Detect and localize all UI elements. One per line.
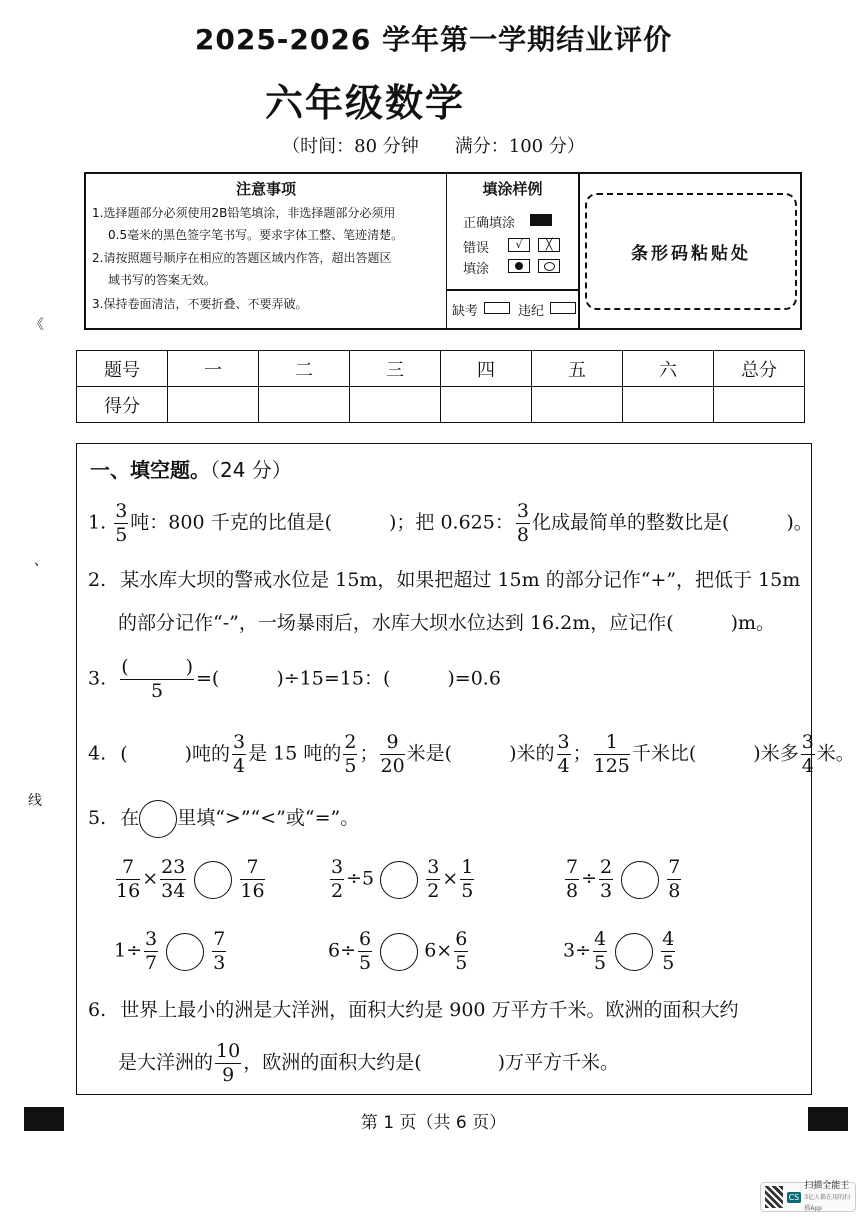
fraction: $\frac{( )}{5}$ (121, 656, 194, 702)
compare-circle[interactable] (380, 861, 418, 899)
section-points: （24 分） (210, 458, 292, 482)
violation-label: 违纪 (518, 304, 545, 319)
notice-item: 3.保持卷面清洁，不要折叠、不要弄破。 (92, 297, 308, 311)
score-cell[interactable] (714, 387, 805, 423)
wrong-fill-label-2: 填涂 (463, 262, 490, 277)
table-cell: 三 (350, 351, 441, 387)
compare-circle[interactable] (621, 861, 659, 899)
notice-item: 1.选择题部分必须使用2B铅笔填涂，非选择题部分必须用 (92, 206, 396, 220)
page-number: 第 1 页（共 6 页） (360, 1113, 507, 1133)
compare-item: $\frac{3}{2}$ ÷5 $\frac{3}{2}$ × $\frac{1}{5}$ (331, 856, 474, 902)
scanner-sub: 3亿人都在用的扫描App (804, 1193, 851, 1212)
margin-mark: 、 (34, 553, 48, 569)
compare-item: 1÷ $\frac{3}{7}$ $\frac{7}{3}$ (114, 928, 226, 974)
table-cell: 六 (623, 351, 714, 387)
violation-box[interactable] (550, 302, 576, 314)
score-cell[interactable] (168, 387, 259, 423)
margin-mark: 《 (30, 317, 44, 333)
question-2-cont: 的部分记作“-”，一场暴雨后，水库大坝水位达到 16.2m，应记作( )m。 (118, 612, 776, 634)
wrong-fill-label: 错误 (463, 241, 490, 256)
table-cell: 题号 (77, 351, 168, 387)
table-cell: 得分 (77, 387, 168, 423)
correct-fill-mark (530, 214, 552, 226)
score-cell[interactable] (623, 387, 714, 423)
compare-circle[interactable] (615, 933, 653, 971)
score-cell[interactable] (259, 387, 350, 423)
section-title (90, 454, 292, 483)
qr-code-icon (765, 1186, 783, 1208)
divider (578, 174, 580, 328)
compare-circle[interactable] (380, 933, 418, 971)
table-cell: 二 (259, 351, 350, 387)
check-icon: √ (508, 238, 530, 252)
absent-label: 缺考 (452, 304, 479, 319)
compare-circle[interactable] (194, 861, 232, 899)
question-5: 5. 在 里填“>”“<”或“=”。 (88, 800, 359, 838)
divider (447, 289, 579, 291)
question-1: 1. $\frac{3}{5}$ 吨：800 千克的比值是( )；把 0.625： $\frac{3}{8}$ 化成最简单的整数比是( )。 (88, 500, 813, 546)
section-heading: 一、填空题。 (90, 458, 210, 482)
compare-item: 3÷ $\frac{4}{5}$ $\frac{4}{5}$ (563, 928, 675, 974)
table-cell: 四 (441, 351, 532, 387)
score-cell[interactable] (350, 387, 441, 423)
score-cell[interactable] (532, 387, 623, 423)
question-4: 4. ( )吨的 $\frac{3}{4}$ 是 15 吨的 $\frac{2}{5}$ ； $\frac{9}{20}$ 米是( )米的 $\frac{3}{4}$ ； $\frac{1}{125}$ 千米比( )米多 $\frac{3}{4}$ 米。 (88, 731, 855, 777)
compare-circle[interactable] (166, 933, 204, 971)
cross-icon: ╳ (538, 238, 560, 252)
compare-item: 6÷ $\frac{6}{5}$ 6× $\frac{6}{5}$ (328, 928, 468, 974)
correct-fill-label: 正确填涂 (463, 216, 516, 231)
notice-item: 0.5毫米的黑色签字笔书写。要求字体工整、笔迹清楚。 (108, 228, 404, 242)
compare-item: $\frac{7}{16}$ × $\frac{23}{34}$ $\frac{7}{16}$ (116, 856, 265, 902)
notice-title: 注意事项 (235, 180, 296, 198)
fraction: $\frac{3}{8}$ (516, 500, 529, 546)
table-cell: 一 (168, 351, 259, 387)
scanner-name: 扫描全能王 (804, 1180, 850, 1191)
barcode-area: 条形码粘贴处 (585, 193, 797, 310)
sample-title: 填涂样例 (482, 180, 543, 198)
circle-blank-icon (139, 800, 177, 838)
table-cell: 总分 (714, 351, 805, 387)
dot-fill-icon (508, 259, 530, 273)
score-cell[interactable] (441, 387, 532, 423)
margin-mark: 线 (28, 793, 42, 809)
score-table (76, 350, 805, 423)
absent-box[interactable] (484, 302, 510, 314)
notice-item: 域书写的答案无效。 (108, 273, 217, 287)
table-row (77, 351, 805, 387)
fraction: $\frac{3}{5}$ (115, 500, 128, 546)
exam-title: 2025-2026 学年第一学期结业评价 (194, 23, 673, 56)
subject-title: 六年级数学 (265, 81, 466, 125)
question-6: 6. 世界上最小的洲是大洋洲，面积大约是 900 万平方千米。欧洲的面积大约 (88, 999, 739, 1021)
table-cell: 五 (532, 351, 623, 387)
question-2: 2. 某水库大坝的警戒水位是 15m，如果把超过 15m 的部分记作“+”，把低于 15m (88, 569, 801, 591)
notice-item: 2.请按照题号顺序在相应的答题区域内作答，超出答题区 (92, 251, 392, 265)
time-and-score: （时间：80 分钟 满分：100 分） (282, 136, 585, 157)
ring-icon (538, 259, 560, 273)
scanner-watermark (760, 1182, 856, 1212)
table-row (77, 387, 805, 423)
question-6-cont: 是大洋洲的 $\frac{10}{9}$ ，欧洲的面积大约是( )万平方千米。 (118, 1040, 620, 1086)
scanner-logo: CS (788, 1192, 800, 1202)
question-3: 3. $\frac{( )}{5}$ =( )÷15=15：( )=0.6 (88, 656, 501, 702)
compare-item: $\frac{7}{8}$ ÷ $\frac{2}{3}$ $\frac{7}{8}$ (566, 856, 681, 902)
